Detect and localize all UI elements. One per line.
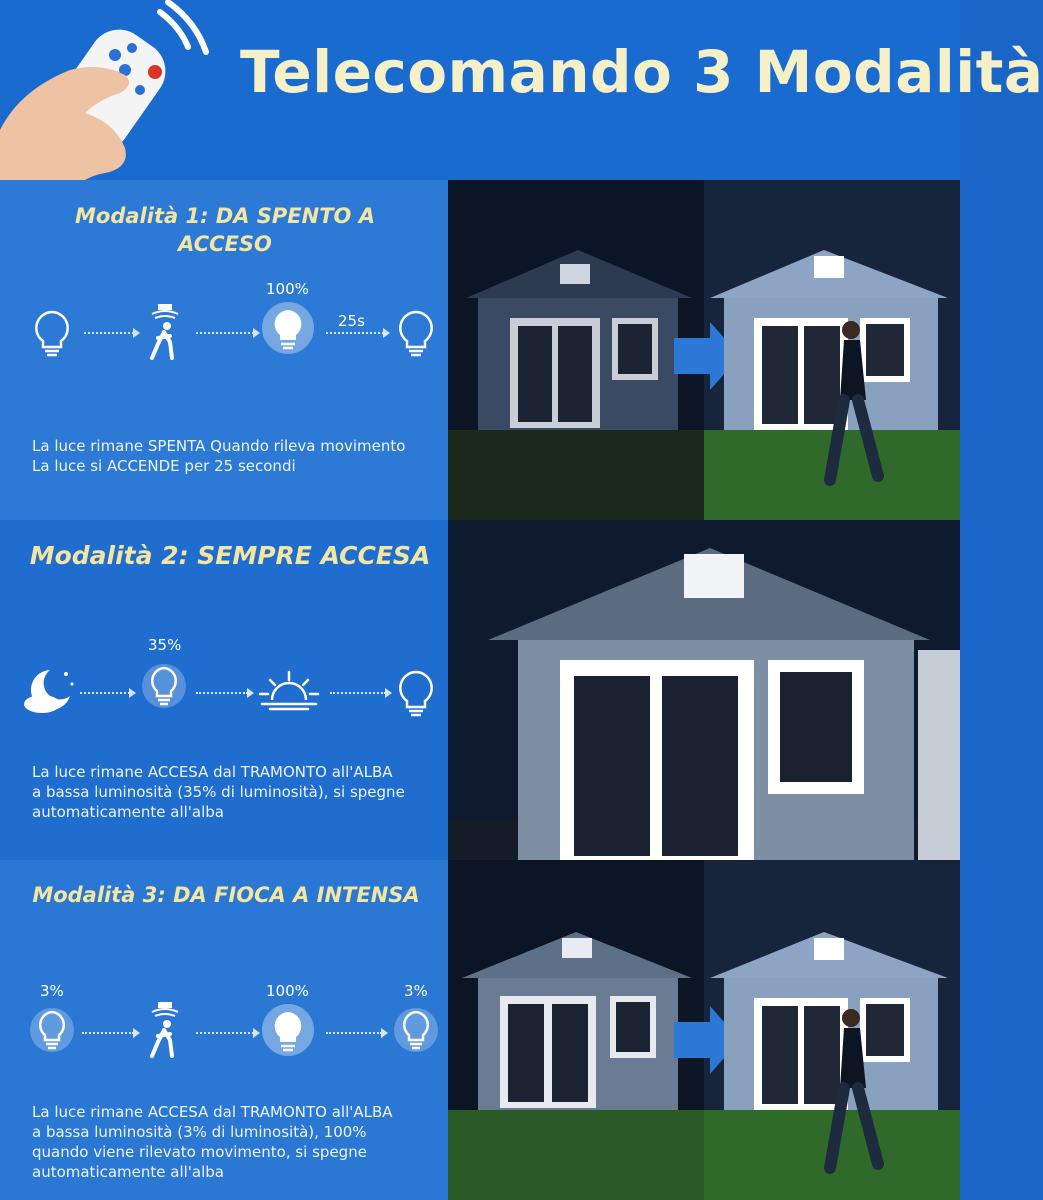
motion-sensor-icon xyxy=(142,302,188,362)
motion-sensor-icon xyxy=(142,1000,188,1060)
bulb-on-icon xyxy=(26,1004,78,1060)
mode2-low-label: 35% xyxy=(148,636,182,654)
bulb-on-icon xyxy=(138,660,190,716)
mode2-desc-line3: automaticamente all'alba xyxy=(32,803,224,821)
mode1-title: Modalità 1: DA SPENTO A ACCESO xyxy=(75,204,375,256)
mode3-dim-label: 3% xyxy=(40,982,64,1000)
flow-arrow xyxy=(330,692,386,694)
house-photo xyxy=(448,860,960,1200)
mode3-desc-line4: automaticamente all'alba xyxy=(32,1163,224,1181)
mode1-desc-line2: La luce si ACCENDE per 25 secondi xyxy=(32,457,296,475)
flow-arrow xyxy=(80,692,130,694)
mode3-title: Modalità 3: DA FIOCA A INTENSA xyxy=(32,883,420,907)
mode3-bright-label: 100% xyxy=(266,982,309,1000)
mode1-brightness-label: 100% xyxy=(266,280,309,298)
mode3-desc-line2: a bassa luminosità (3% di luminosità), 100% xyxy=(32,1123,367,1141)
flow-arrow xyxy=(196,1032,254,1034)
mode3-desc-line3: quando viene rilevato movimento, si spegne xyxy=(32,1143,367,1161)
mode2-title: Modalità 2: SEMPRE ACCESA xyxy=(29,541,431,570)
mode3-panel xyxy=(0,860,448,1200)
house-photo xyxy=(448,520,960,860)
mode2-desc-line1: La luce rimane ACCESA dal TRAMONTO all'ALBA xyxy=(32,763,393,781)
header xyxy=(0,0,1043,180)
mode3-dim2-label: 3% xyxy=(404,982,428,1000)
sunrise-icon xyxy=(256,668,322,712)
bulb-off-icon xyxy=(394,668,438,720)
bulb-on-icon xyxy=(258,1002,318,1062)
mode2-desc-line2: a bassa luminosità (35% di luminosità), si spegne xyxy=(32,783,405,801)
mode3-desc-line1: La luce rimane ACCESA dal TRAMONTO all'ALBA xyxy=(32,1103,393,1121)
moon-icon xyxy=(20,666,76,716)
flow-arrow xyxy=(82,1032,134,1034)
mode1-panel xyxy=(0,180,448,520)
flow-arrow xyxy=(196,332,254,334)
flow-arrow xyxy=(326,332,384,334)
mode2-panel xyxy=(0,520,448,860)
mode1-time-label: 25s xyxy=(338,312,365,330)
bulb-off-icon xyxy=(30,308,74,360)
bulb-on-icon xyxy=(390,1004,442,1060)
flow-arrow xyxy=(196,692,248,694)
flow-arrow xyxy=(84,332,134,334)
bulb-on-icon xyxy=(258,300,318,360)
flow-arrow xyxy=(326,1032,382,1034)
page-title: Telecomando 3 Modalità xyxy=(240,38,1043,106)
mode1-desc-line1: La luce rimane SPENTA Quando rileva movimento xyxy=(32,437,406,455)
house-photo xyxy=(448,180,960,520)
bulb-off-icon xyxy=(394,308,438,360)
